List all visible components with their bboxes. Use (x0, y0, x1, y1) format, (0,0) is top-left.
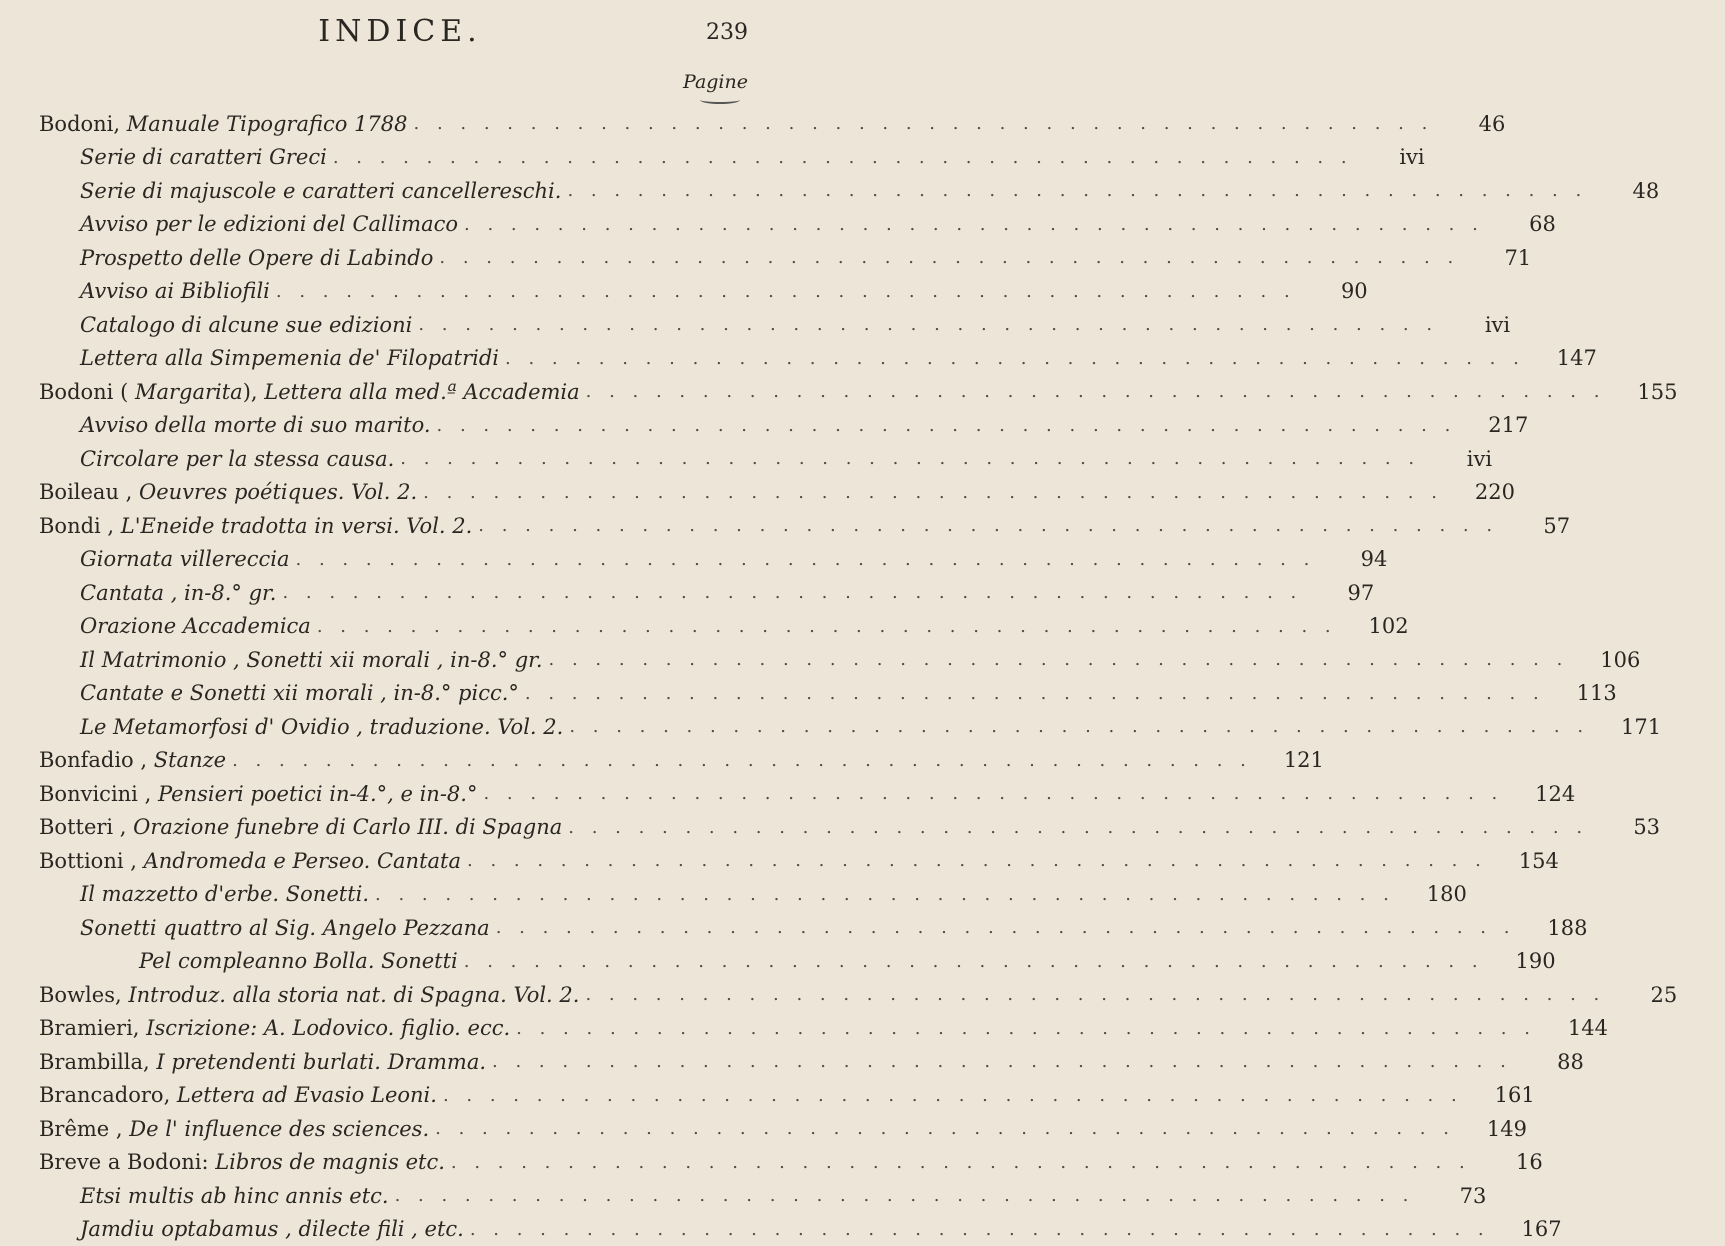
entry-title-part: Lettera ad Evasio Leoni. (177, 1083, 437, 1107)
index-entry (0, 643, 800, 677)
index-entry (0, 1179, 800, 1213)
index-entry (0, 342, 800, 376)
entry-page: 121 (1258, 748, 1372, 772)
entry-title-part: Le Metamorfosi d' Ovidio , traduzione. Vol. 2. (80, 715, 563, 739)
entry-title-part: Brême , (39, 1117, 129, 1141)
entry-title-part: I pretendenti burlati. Dramma. (156, 1050, 486, 1074)
dot-leader: . . . . . . . . . . . . . . . . . . . . . . . . . . . . . . . . . . . . . . . . . . . . (276, 281, 1296, 302)
entry-title-part: Avviso per le edizioni del Callimaco (80, 212, 458, 236)
entry-title (80, 1217, 464, 1241)
index-entry (0, 1213, 800, 1246)
entry-title (39, 1016, 510, 1040)
page-title: INDICE. (0, 14, 800, 49)
entry-title (39, 112, 408, 136)
entry-page: 106 (1574, 648, 1688, 672)
entry-title-part: Jamdiu optabamus , dilecte fili , etc. (80, 1217, 464, 1241)
dot-leader: . . . . . . . . . . . . . . . . . . . . . . . . . . . . . . . . . . . . . . . . . . . . (478, 515, 1498, 536)
entry-title (80, 212, 458, 236)
entry-page: 217 (1462, 413, 1576, 437)
entry-page: 190 (1490, 949, 1604, 973)
dot-leader: . . . . . . . . . . . . . . . . . . . . . . . . . . . . . . . . . . . . . . . . . . . . (516, 1018, 1536, 1039)
index-entry (0, 375, 800, 409)
entry-title (39, 1117, 429, 1141)
dot-leader: . . . . . . . . . . . . . . . . . . . . . . . . . . . . . . . . . . . . . . . . . . . . (467, 850, 1487, 871)
dot-leader: . . . . . . . . . . . . . . . . . . . . . . . . . . . . . . . . . . . . . . . . . . . . (505, 348, 1525, 369)
entry-title-part: Orazione Accademica (80, 614, 311, 638)
entry-title (39, 849, 461, 873)
page-number: 239 (706, 20, 748, 45)
entry-title-part: Oeuvres poétiques. Vol. 2. (139, 480, 417, 504)
dot-leader: . . . . . . . . . . . . . . . . . . . . . . . . . . . . . . . . . . . . . . . . . . . . (549, 649, 1569, 670)
dot-leader: . . . . . . . . . . . . . . . . . . . . . . . . . . . . . . . . . . . . . . . . . . . . (569, 716, 1589, 737)
dot-leader: . . . . . . . . . . . . . . . . . . . . . . . . . . . . . . . . . . . . . . . . . . . . (496, 917, 1516, 938)
entry-title-part: Brancadoro, (39, 1083, 177, 1107)
entry-title (80, 313, 412, 337)
entry-title-part: Libros de magnis etc. (215, 1150, 445, 1174)
entry-title-part: De l' influence des sciences. (129, 1117, 429, 1141)
entry-page: 71 (1465, 246, 1579, 270)
entry-title-part: Avviso ai Bibliofili (80, 279, 270, 303)
index-entry (0, 945, 800, 979)
entry-title (80, 648, 543, 672)
index-entry (0, 141, 800, 175)
entry-page: 149 (1461, 1117, 1575, 1141)
entry-title (39, 1150, 445, 1174)
index-entry (0, 1012, 800, 1046)
entry-title (39, 983, 579, 1007)
entry-title (80, 614, 311, 638)
entry-title-part: Introduz. alla storia nat. di Spagna. Vol. 2. (128, 983, 579, 1007)
entry-title-part: Lettera alla med.ª Accademia (264, 380, 579, 404)
entry-page: 102 (1343, 614, 1457, 638)
entry-title-part: Prospetto delle Opere di Labindo (80, 246, 433, 270)
dot-leader: . . . . . . . . . . . . . . . . . . . . . . . . . . . . . . . . . . . . . . . . . . . . (435, 1118, 1455, 1139)
entry-title-part: Lettera alla Simpemenia de' Filopatridi (80, 346, 499, 370)
entry-title-part: L'Eneide tradotta in versi. Vol. 2. (121, 514, 473, 538)
entry-page: 188 (1521, 916, 1635, 940)
index-entry (0, 208, 800, 242)
entry-title (39, 480, 417, 504)
entry-title (80, 715, 563, 739)
entry-page: 25 (1611, 983, 1725, 1007)
dot-leader: . . . . . . . . . . . . . . . . . . . . . . . . . . . . . . . . . . . . . . . . . . . . (282, 582, 1302, 603)
dot-leader: . . . . . . . . . . . . . . . . . . . . . . . . . . . . . . . . . . . . . . . . . . . . (317, 616, 1337, 637)
index-entry (0, 174, 800, 208)
entry-title (80, 246, 433, 270)
dot-leader: . . . . . . . . . . . . . . . . . . . . . . . . . . . . . . . . . . . . . . . . . . . . (418, 314, 1438, 335)
entry-title (80, 581, 276, 605)
entry-page: 180 (1401, 882, 1515, 906)
index-entry (0, 1045, 800, 1079)
entry-title-part: Margarita (135, 380, 243, 404)
entry-title-part: Stanze (154, 748, 226, 772)
entry-title (39, 380, 580, 404)
dot-leader: . . . . . . . . . . . . . . . . . . . . . . . . . . . . . . . . . . . . . . . . . . . . (492, 1051, 1512, 1072)
entry-page: 154 (1493, 849, 1607, 873)
entry-page: 124 (1509, 782, 1623, 806)
index-page (0, 0, 800, 1210)
entry-title-part: Serie di majuscole e caratteri cancellereschi. (80, 179, 561, 203)
dot-leader: . . . . . . . . . . . . . . . . . . . . . . . . . . . . . . . . . . . . . . . . . . . . (423, 482, 1443, 503)
entry-title-part: Botteri , (39, 815, 133, 839)
entry-title-part: Bonfadio , (39, 748, 154, 772)
entry-page: 144 (1542, 1016, 1656, 1040)
entry-title-part: Pel compleanno Bolla. Sonetti (139, 949, 458, 973)
entry-page: 16 (1477, 1150, 1591, 1174)
index-entry (0, 275, 800, 309)
entry-title-part: Orazione funebre di Carlo III. di Spagna (133, 815, 562, 839)
entry-title-part: Pensieri poetici in-4.°, e in-8.° (158, 782, 478, 806)
column-label-pages: Pagine (683, 71, 748, 93)
dot-leader: . . . . . . . . . . . . . . . . . . . . . . . . . . . . . . . . . . . . . . . . . . . . (451, 1152, 1471, 1173)
entry-page: 113 (1551, 681, 1665, 705)
entry-title-part: Serie di caratteri Greci (80, 145, 327, 169)
entry-title-part: Manuale Tipografico 1788 (127, 112, 408, 136)
dot-leader: . . . . . . . . . . . . . . . . . . . . . . . . . . . . . . . . . . . . . . . . . . . . (443, 1085, 1463, 1106)
entry-page: 155 (1611, 380, 1725, 404)
index-entry (0, 1112, 800, 1146)
dot-leader: . . . . . . . . . . . . . . . . . . . . . . . . . . . . . . . . . . . . . . . . . . . . (232, 750, 1252, 771)
index-entry (0, 409, 800, 443)
dot-leader: . . . . . . . . . . . . . . . . . . . . . . . . . . . . . . . . . . . . . . . . . . . . (586, 381, 1606, 402)
entry-title-part: Cantate e Sonetti xii morali , in-8.° picc.° (80, 681, 519, 705)
entry-title-part: Cantata , in-8.° gr. (80, 581, 276, 605)
entry-page: 161 (1469, 1083, 1583, 1107)
entry-title-part: Sonetti quattro al Sig. Angelo Pezzana (80, 916, 490, 940)
entry-title-part: Etsi multis ab hinc annis etc. (80, 1184, 389, 1208)
entry-page: 57 (1504, 514, 1618, 538)
entry-title (39, 514, 472, 538)
index-entry (0, 811, 800, 845)
entry-title-part: Bodoni ( (39, 380, 135, 404)
entry-page: 167 (1496, 1217, 1610, 1241)
entry-page: 53 (1594, 815, 1708, 839)
entry-page: 147 (1531, 346, 1645, 370)
entry-page: ivi (1359, 145, 1473, 169)
entry-page: ivi (1426, 447, 1540, 471)
index-entry (0, 710, 800, 744)
entry-title-part: Il mazzetto d'erbe. Sonetti. (80, 882, 369, 906)
entry-title-part: Avviso della morte di suo marito. (80, 413, 431, 437)
entry-title-part: Bramieri, (39, 1016, 146, 1040)
index-entry (0, 911, 800, 945)
entry-title (80, 882, 369, 906)
entry-title-part: Giornata villereccia (80, 547, 290, 571)
entry-page: 88 (1518, 1050, 1632, 1074)
dot-leader: . . . . . . . . . . . . . . . . . . . . . . . . . . . . . . . . . . . . . . . . . . . . (333, 147, 1353, 168)
index-entry (0, 1146, 800, 1180)
entry-title (80, 916, 490, 940)
dot-leader: . . . . . . . . . . . . . . . . . . . . . . . . . . . . . . . . . . . . . . . . . . . . (414, 113, 1434, 134)
index-entry (0, 978, 800, 1012)
entry-title (80, 547, 290, 571)
index-entry (0, 308, 800, 342)
index-entry (0, 107, 800, 141)
index-entry (0, 878, 800, 912)
entry-title-part: Bodoni, (39, 112, 127, 136)
entry-title-part: Bottioni , (39, 849, 144, 873)
dot-leader: . . . . . . . . . . . . . . . . . . . . . . . . . . . . . . . . . . . . . . . . . . . . (567, 180, 1587, 201)
entry-title (139, 949, 458, 973)
entry-page: 48 (1593, 179, 1707, 203)
index-entry (0, 1079, 800, 1113)
index-entry (0, 844, 800, 878)
dot-leader: . . . . . . . . . . . . . . . . . . . . . . . . . . . . . . . . . . . . . . . . . . . . (483, 783, 1503, 804)
index-entry (0, 543, 800, 577)
entry-title-part: Bondi , (39, 514, 121, 538)
dot-leader: . . . . . . . . . . . . . . . . . . . . . . . . . . . . . . . . . . . . . . . . . . . . (439, 247, 1459, 268)
entry-title (39, 815, 562, 839)
entry-title (80, 681, 519, 705)
dot-leader: . . . . . . . . . . . . . . . . . . . . . . . . . . . . . . . . . . . . . . . . . . . . (296, 549, 1316, 570)
dot-leader: . . . . . . . . . . . . . . . . . . . . . . . . . . . . . . . . . . . . . . . . . . . . (525, 683, 1545, 704)
entry-page: 73 (1420, 1184, 1534, 1208)
dot-leader: . . . . . . . . . . . . . . . . . . . . . . . . . . . . . . . . . . . . . . . . . . . . (437, 415, 1457, 436)
entry-title-part: Boileau , (39, 480, 139, 504)
entry-title (80, 413, 431, 437)
entry-title-part: Breve a Bodoni: (39, 1150, 215, 1174)
entry-title (39, 782, 477, 806)
entry-title-part: Andromeda e Perseo. Cantata (144, 849, 461, 873)
dot-leader: . . . . . . . . . . . . . . . . . . . . . . . . . . . . . . . . . . . . . . . . . . . . (585, 984, 1605, 1005)
entry-title (80, 346, 499, 370)
entry-page: 68 (1490, 212, 1604, 236)
entry-title-part: Bonvicini , (39, 782, 158, 806)
entry-title-part: Il Matrimonio , Sonetti xii morali , in-8.° gr. (80, 648, 543, 672)
index-entry (0, 744, 800, 778)
entry-title-part: Brambilla, (39, 1050, 156, 1074)
entry-title (80, 447, 394, 471)
index-entry (0, 576, 800, 610)
index-entries (0, 107, 800, 1246)
entry-title (80, 1184, 389, 1208)
entry-title (39, 748, 226, 772)
entry-page: 97 (1308, 581, 1422, 605)
index-entry (0, 241, 800, 275)
entry-title (39, 1083, 437, 1107)
entry-page: ivi (1444, 313, 1558, 337)
entry-title (80, 179, 561, 203)
column-label-flourish (700, 96, 740, 104)
entry-page: 220 (1449, 480, 1563, 504)
dot-leader: . . . . . . . . . . . . . . . . . . . . . . . . . . . . . . . . . . . . . . . . . . . . (375, 884, 1395, 905)
entry-title (80, 279, 270, 303)
dot-leader: . . . . . . . . . . . . . . . . . . . . . . . . . . . . . . . . . . . . . . . . . . . . (395, 1185, 1415, 1206)
index-entry (0, 777, 800, 811)
entry-title (39, 1050, 486, 1074)
entry-page: 90 (1302, 279, 1416, 303)
dot-leader: . . . . . . . . . . . . . . . . . . . . . . . . . . . . . . . . . . . . . . . . . . . . (568, 817, 1588, 838)
dot-leader: . . . . . . . . . . . . . . . . . . . . . . . . . . . . . . . . . . . . . . . . . . . . (470, 1219, 1490, 1240)
entry-title-part: Bowles, (39, 983, 128, 1007)
index-entry (0, 610, 800, 644)
index-entry (0, 677, 800, 711)
index-entry (0, 442, 800, 476)
dot-leader: . . . . . . . . . . . . . . . . . . . . . . . . . . . . . . . . . . . . . . . . . . . . (464, 951, 1484, 972)
entry-title-part: ), (243, 380, 265, 404)
entry-page: 46 (1439, 112, 1553, 136)
dot-leader: . . . . . . . . . . . . . . . . . . . . . . . . . . . . . . . . . . . . . . . . . . . . (400, 448, 1420, 469)
entry-title (80, 145, 327, 169)
entry-title-part: Circolare per la stessa causa. (80, 447, 394, 471)
entry-page: 171 (1595, 715, 1709, 739)
entry-page: 94 (1321, 547, 1435, 571)
index-entry (0, 476, 800, 510)
dot-leader: . . . . . . . . . . . . . . . . . . . . . . . . . . . . . . . . . . . . . . . . . . . . (464, 214, 1484, 235)
entry-title-part: Iscrizione: A. Lodovico. figlio. ecc. (146, 1016, 510, 1040)
entry-title-part: Catalogo di alcune sue edizioni (80, 313, 412, 337)
index-entry (0, 509, 800, 543)
